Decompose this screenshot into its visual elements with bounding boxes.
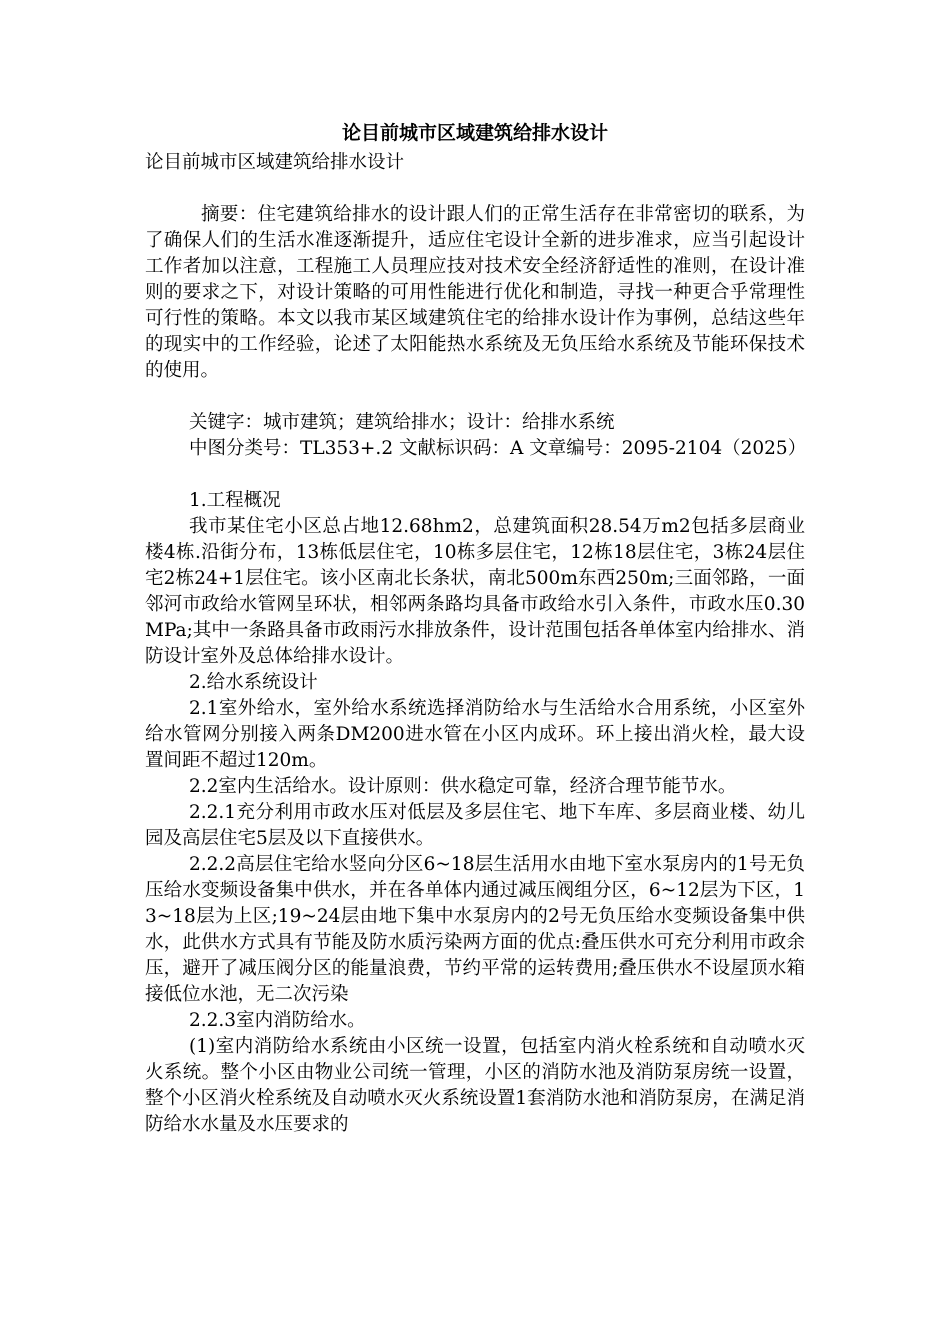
classification-line: 中图分类号：TL353+.2 文献标识码：A 文章编号：2095-2104（2025）	[189, 438, 807, 459]
abstract-paragraph: 摘要：住宅建筑给排水的设计跟人们的正常生活存在非常密切的联系，为了确保人们的生活水准逐渐提升，适应住宅设计全新的进步准求，应当引起设计工作者加以注意，工程施工人员理应技对技术安全经济舒适性的准则，在设计准则的要求之下，对设计策略的可用性能进行优化和制造，寻找一种更合乎常理性可行性的策略。本文以我市某区域建筑住宅的给排水设计作为事例，总结这些年的现实中的工作经验，论述了太阳能热水系统及无负压给水系统及节能环保技术的使用。	[145, 204, 805, 381]
body-paragraph: 我市某住宅小区总占地12.68hm2，总建筑面积28.54万m2包括多层商业楼4栋.沿街分布，13栋低层住宅，10栋多层住宅，12栋18层住宅，3栋24层住宅2栋24+1层住宅。该小区南北长条状，南北500m东西250m;三面邻路，一面邻河市政给水管网呈环状，相邻两条路均具备市政给水引入条件，市政水压0.30MPa;其中一条路具备市政雨污水排放条件，设计范围包括各单体室内给排水、消防设计室外及总体给排水设计。	[145, 516, 805, 667]
subsection-heading: 2.2.3室内消防给水。	[189, 1010, 366, 1031]
document-subtitle: 论目前城市区域建筑给排水设计	[145, 152, 405, 173]
document-body	[145, 120, 805, 1138]
keywords-line: 关键字：城市建筑；建筑给排水；设计：给排水系统	[189, 412, 615, 433]
body-paragraph: 2.2.2高层住宅给水竖向分区6~18层生活用水由地下室水泵房内的1号无负压给水变频设备集中供水，并在各单体内通过减压阀组分区，6~12层为下区，13~18层为上区;19~24层由地下集中水泵房内的2号无负压给水变频设备集中供水，此供水方式具有节能及防水质污染两方面的优点:叠压供水可充分利用市政余压，避开了减压阀分区的能量浪费，节约平常的运转费用;叠压供水不设屋顶水箱接低位水池，无二次污染	[145, 854, 805, 1005]
body-paragraph: 2.1室外给水，室外给水系统选择消防给水与生活给水合用系统，小区室外给水管网分别接入两条DM200进水管在小区内成环。环上接出消火栓，最大设置间距不超过120m。	[145, 698, 805, 771]
spacer	[145, 384, 805, 410]
spacer	[145, 176, 805, 202]
section-heading: 2.给水系统设计	[189, 672, 318, 693]
section-heading: 1.工程概况	[189, 490, 281, 511]
body-paragraph: (1)室内消防给水系统由小区统一设置，包括室内消火栓系统和自动喷水灭火系统。整个小区由物业公司统一管理，小区的消防水池及消防泵房统一设置，整个小区消火栓系统及自动喷水灭火系统设置1套消防水池和消防泵房，在满足消防给水水量及水压要求的	[145, 1036, 805, 1135]
spacer	[145, 462, 805, 488]
body-paragraph: 2.2.1充分利用市政水压对低层及多层住宅、地下车库、多层商业楼、幼儿园及高层住宅5层及以下直接供水。	[145, 802, 805, 849]
body-paragraph: 2.2室内生活给水。设计原则：供水稳定可靠，经济合理节能节水。	[189, 776, 737, 797]
document-title: 论目前城市区域建筑给排水设计	[341, 122, 608, 144]
